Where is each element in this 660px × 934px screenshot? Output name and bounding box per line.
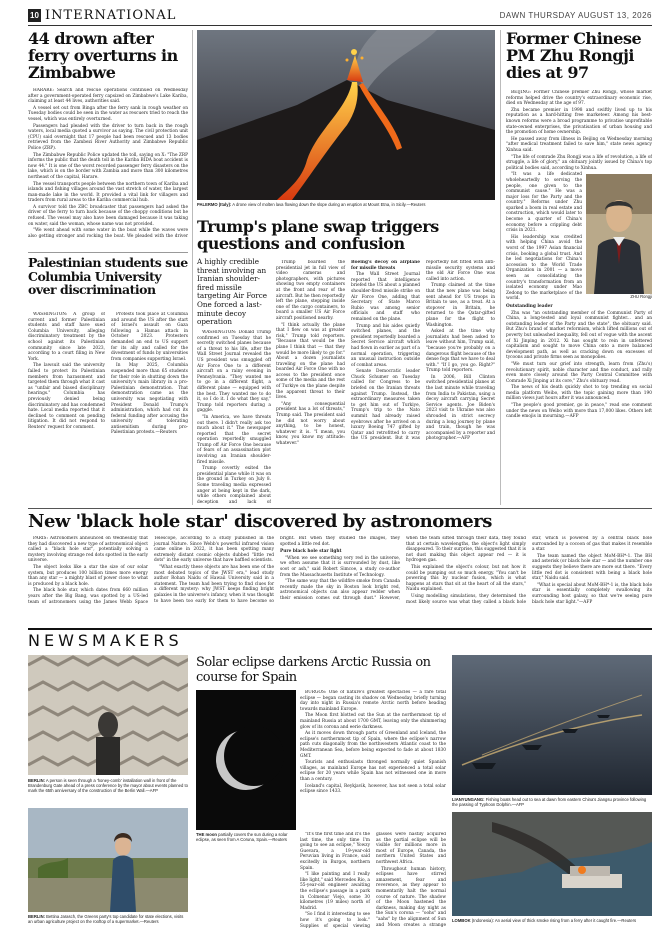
zhu-paragraph: He passed away from illness in Beijing on Wednesday morning "after medical treatment failed to save him," state news agency Xinhua said.	[506, 136, 652, 153]
zhu-photo-caption: ZHU Rongji	[630, 294, 652, 300]
eclipse-image	[196, 690, 296, 830]
ferry-paragraph: "We went ahead with some water in the boat while the waves were also getting stronger and rocking the boat. We pleaded with the driver	[28, 228, 188, 239]
section-rule	[28, 508, 652, 509]
newsmakers-banner	[28, 628, 652, 650]
page-header	[28, 8, 652, 24]
eclipse-paragraph: Tourists and enthusiasts thronged normally quiet Spanish villages, as mainland Europe has not experienced a total solar eclipse for 20 years while Spain has not witnessed one in more than a century.	[300, 760, 446, 782]
trump-headline: Trump's plane swap triggers questions and confusion	[197, 217, 439, 253]
lombok-caption	[452, 918, 652, 923]
trump-paragraph: In 2006, Bill Clinton switched presidential planes at the last minute while traveling from India to Pakistan, using a decoy aircraft carrying Secret Service agents. Joe Biden's 2023 visit to Ukraine was also shrouded in strict secrecy during a long journey by plane and train, though he was accompanied by a reporter and photographer.—AFP	[426, 374, 495, 442]
portrait-image	[586, 174, 652, 294]
lianyungang-caption	[452, 797, 652, 807]
banner-line-top	[28, 628, 652, 630]
caption-place: BERLIN:	[28, 778, 45, 783]
ferry-paragraph: A vessel set out from Binga after the ferry sank in rough weather on Tuesday bodies could be seen in the water as rescuers tried to reach the vessel, which was entirely overturned.	[28, 105, 188, 122]
trump-paragraph: "Any consequential president has a lot of threats," Trump said. The president said he did not worry about anything, to be honest, whatever it is. "I mean, you know, you know my attitude: whatever."	[276, 401, 345, 446]
caption-text: A drone view of molten lava flowing down the slope during an eruption at Mount Etna, in Sicily.—Reuters	[232, 202, 426, 207]
column-divider	[192, 30, 193, 505]
column-divider	[500, 30, 501, 505]
trump-subhead: Boeing's decoy on airplane for missile threats	[351, 260, 420, 271]
trump-paragraph: Trump claimed at the time that the new plane was being sent ahead for US troops in Britain to use, as a treat. At a stopover in Britain, he returned to the Qatar-gifted plane for the flight to Washington.	[426, 283, 495, 328]
lava-eruption-image	[197, 30, 495, 200]
caption-place: BERLIN:	[28, 914, 45, 919]
columbia-paragraph: Protests took place at Columbia and around the US after the start of Israel's assault on Gaza following a Hamas attack in October 2023. Protesters demanded an end to US support for its ally and called for the divestment of funds by universities from companies supporting Israel.	[111, 312, 188, 362]
trump-paragraph: Senate Democratic leader Chuck Schumer on Tuesday called for Congress to be briefed on the Iranian threats against Trump. Instead, the extraordinary measures taken to get him out of Turkiye, Trump's trip to the Nato summit had already raised eyebrows after he arrived on a luxury Boeing 747 gifted by Qatar and retrofitted to carry the US president. But it was reportedly not fitted with anti-missile security systems and the old Air Force One was called into action.	[351, 260, 495, 442]
blackhole-paragraph: "When we see something very red in the universe, we often assume that it is surrounded by dust, like soot or ash," said Robert Simcoe, a study co-author from the Massachusetts Institute of Technology.	[280, 555, 400, 578]
fishing-boats-image	[452, 655, 652, 795]
ferry-paragraph: Passengers had pleaded with the driver to turn back in the rough waters, local media quoted a survivor as saying. The civil protection unit (CPU) said overnight that 17 people had been rescued and 13 bodies retrieved from the Zambezi River Authority and Zimbabwe Republic Police (ZRP).	[28, 123, 188, 151]
caption-text: partially covers the sun during a solar eclipse, as seen from A Coruna, Spain.—Reuters	[196, 832, 288, 843]
zhu-paragraph: BEIJING: Former Chinese premier Zhu Rongji, whose market reforms helped drive the country's extraordinary economic rise, died on Wednesday at the age of 97.	[506, 90, 652, 107]
berlin-photo	[28, 655, 188, 775]
columbia-paragraph: In May 2025, Columbia suspended more than 65 students for their role in shutting down the university's main library in a pro-Palestinian demonstration. That demonstration came as the university was negotiating with President Donald Trump's administration, which had cut its federal funding after accusing the university of tolerating antisemitism during pro-Palestinian protests.—Reuters	[111, 363, 188, 436]
ferry-fire-image	[452, 812, 652, 916]
ferry-paragraph: HARARE: Search and rescue operations continued on Wednesday after a government-operated ferry capsized on Zimbabwe's Lake Kariba, claiming at least 44 lives, authorities said.	[28, 88, 188, 105]
blackhole-paragraph: "What is special about MoM-BH*-1 is, the black hole star is essentially completely swallowing its surrounding host galaxy, so that we're seeing pure black hole star light."—AFP	[532, 582, 652, 605]
eclipse-paragraph: The Moon first blotted out the Sun at the northernmost tip of mainland Russia at about 1700 GMT, leaving only the shimmering glow of its corona and eerie darkness.	[300, 713, 446, 730]
blackhole-paragraph: "The same way that the wildfire smoke from Canada recently made the sky in Boston look bright red, astronomical objects can also appear redder when their emission comes out through dust." However, when the team sifted through their data, they found that at certain wavelengths, the object's light simply disappeared. To their surprise, this suggested that it is not dust making this object appear red — it is hydrogen gas.	[280, 536, 526, 601]
zhu-subhead: Outstanding leader	[506, 303, 553, 309]
caption-place: PALERMO (Italy):	[197, 202, 232, 207]
columbia-paragraph: The lawsuit said the university failed to protect its Palestinian members from harassment and targeted them through what it cast as "unfair and biased disciplinary hearings." Columbia has previously denied being discriminatory and has condemned hate. Local media reported that it declined to comment on pending litigation. It did not respond to Reuters' request for comment.	[28, 363, 105, 430]
zhu-paragraph: "The life of comrade Zhu Rongji was a life of revolution, a life of struggle, a life of glory," an obituary jointly issued by China's top political bodies said, according to Xinhua.	[506, 154, 652, 171]
blackhole-paragraph: PARIS: Astronomers announced on Wednesday that they had discovered a new type of astronomical object called a "black hole star", potentially solving a mystery involving strange red dots spotted in the early universe.	[28, 536, 148, 564]
caption-place: LIANYUNGANG:	[452, 797, 485, 802]
columbia-body	[28, 312, 188, 502]
zhu-paragraph: The news of his death quickly shot to top trending on social media platform Weibo, with the topic gaining more than 190 million views just hours after it was announced.	[506, 385, 652, 402]
caption-place: LOMBOK	[452, 918, 471, 923]
moon-photo	[196, 690, 296, 830]
section-title: INTERNATIONAL	[45, 8, 177, 23]
trump-body-right	[276, 260, 495, 505]
zhu-paragraph: "We must turn our grief into strength, learn from (Zhu's) revolutionary spirit, noble character and fine conduct, and rally even more closely around the Party Central Committee with Comrade Xi Jinping at its core," Zhu's obituary read.	[506, 361, 652, 384]
ferry-paragraph: The vessel transports people between the northern town of Kariba and islands and fishing villages around the vast stretch of water, the largest man-made lake in the world. It provided a vital link for villagers and traders from rural areas to the Kariba commercial hub.	[28, 181, 188, 204]
zhu-paragraph: "The people's good premier, go in peace," read one comment under the news on Weibo with more than 17,000 likes. Others left candle emojis in mourning.—AFP	[506, 403, 652, 420]
blackhole-subhead: Pure black hole star light	[280, 549, 342, 555]
trump-paragraph: Trump and his aides quietly switched planes, and the president reportedly boarded a Secret Service aircraft which had flown in earlier as part of a normal operation, triggering an unusual instruction outside of combat areas.	[351, 323, 420, 368]
eclipse-paragraph: "I like painting and I really like light," said Mercedes Rio, a 55-year-old engineer awaiting the eclipse's passage in a park in Colmenar Viejo, some 30 kilometres (19 miles) north of Madrid.	[300, 872, 370, 911]
caption-text: (Indonesia): An aerial view of thick smoke rising from a ferry after it caught fire.—Reuters	[471, 918, 637, 923]
trump-body-left	[197, 330, 271, 505]
trump-paragraph: "I think actually the plane that I flew on was at greater risk," Trump told reporters. "Because that would be the plane I think that — that they would be more likely to go for." About a dozen journalists traveling on the plane had boarded Air Force One with no access to the president once some of the media and the rest of Turkiye on the plane despite the apparent threat to their lives.	[276, 322, 345, 401]
bettina-photo	[28, 808, 188, 912]
caption-text: Fishing boats head out to sea at dawn from eastern China's Jiangsu province following the passing of Typhoon Dolphin.—AFP	[452, 797, 647, 808]
blackhole-body	[28, 536, 652, 622]
columbia-paragraph: WASHINGTON: A group of current and former Palestinian students and staff have sued Columbia University, alleging discriminatory treatment by the school against its Palestinian community since late 2023, according to a court filing in New York.	[28, 312, 105, 362]
trump-deck: A highly credible threat involving an Iranian shoulder-fired missile targeting Air Force One forced a last-minute decoy operation	[197, 257, 268, 327]
zhu-paragraph: "It was a life dedicated wholeheartedly to serving the people, one given to the communist cause." He was a major loss for the Party and the country." Reforms under Zhu sparked a boom in real estate and construction, which would later to become a quarter of China's economy before a crippling debt crisis in 2021.	[506, 172, 582, 234]
ferry-paragraph: A survivor told the ZBC broadcaster that passengers had asked the driver of the ferry to turn back because of the choppy conditions but he refused. The vessel may also have been damaged because it was taking on water, said the woman, whose name was not provided.	[28, 204, 188, 227]
trump-paragraph: The Wall Street Journal reported that intelligence briefed the US about a planned shoulder-fired missile strike on Air Force One, adding that Secretary of State Marco Rubio was among senior officials and staff who remained on the plane.	[351, 272, 420, 322]
zhu-paragraph: His leadership was credited with helping China avoid the worst of the 1997 Asian financial crisis, booking a global trust. And he led negotiations for China's accession to the World Trade Organization in 2001 — a move seen as consolidating the country's transformation from an isolated economy under Mao Zedong to the marketplace of the world.	[506, 234, 582, 302]
trump-paragraph: Trump covertly exited the presidential plane while it was on the ground in Turkey on July 8. Some traveling media expressed anger at being kept in the dark, while others complained about deception and lack of	[197, 466, 271, 505]
masthead-date	[500, 11, 652, 20]
berlin-caption	[28, 778, 188, 794]
lianyungang-photo	[452, 655, 652, 795]
blackhole-headline: New 'black hole star' discovered by astronomers	[28, 511, 492, 532]
lombok-photo	[452, 812, 652, 916]
volcano-caption	[197, 202, 495, 207]
bettina-caption	[28, 914, 188, 924]
caption-text: A person is seen through a 'honey-comb' installation wall in front of the Brandenburg Gate ahead of a press conference by the mayor about events planned to mark the 65th anniversary of the construction of the Berlin Wall.—AFP	[28, 778, 188, 794]
eclipse-headline: Solar eclipse darkens Arctic Russia on course for Spain	[196, 655, 431, 685]
blackhole-paragraph: Using modelling simulations, they determined the most likely source was what they called a black hole star, which is powered by a central black hole surrounded by a cocoon of gas that makes it resemble a star.	[406, 536, 652, 605]
eclipse-paragraph: As it moves down through parts of Greenland and Iceland, the eclipse's northernmost tip of Spain, where the eclipse's narrow path cuts diagonally from the northwestern Atlantic coast to the Mediterranean Sea, before being expected to fade at about 1830 GMT.	[300, 731, 446, 759]
issue-date: THURSDAY AUGUST 13, 2026	[528, 11, 652, 20]
honeycomb-wall-image	[28, 655, 188, 775]
ferry-body	[28, 88, 188, 243]
zhu-paragraph: Zhu became premier in 1998 and swiftly lived up to his reputation as a hard-hitting free marketeer. Among his best-known reforms were a broad programme to privatise unprofitable state-owned enterprises, the privatisation of urban housing and the promotion of home ownership.	[506, 107, 652, 136]
blackhole-paragraph: The team named the object MoM-BH*-1. The BH and asterisk (or black hole star — and the number one suggests they believe there are more out there. "Every little red dot is consistent with being a black hole star," Naidu said.	[532, 553, 652, 582]
newsmakers-title: NEWSMAKERS	[28, 631, 183, 650]
zhu-paragraph: Zhu was "an outstanding member of the Communist Party of China, a long-tested and loyal communist fighter... and an outstanding leader of the Party and the state", the obituary said. But Zhu's brand of market reformism, which lifted millions out of poverty but unleashed inequality, fell out of vogue with the ascent of Xi Jinping in 2012. Xi has sought to rein in unfettered capitalism and sought to move China onto a more balanced development path, as well as cracking down on excesses of tycoons and private firms seen as monopolies.	[506, 310, 652, 361]
blackhole-paragraph: The black hole star, which dates from 660 million years after the Big Bang, was spotted by a US-led team of astronomers using the James Webb Space Telescope, according to a study published in the journal Nature. Since Webb's powerful infrared vision came online in 2022, it has been spotting many extremely distant cosmic objects dubbed "little red dots" in the early universe that have baffled scientists.	[28, 536, 274, 605]
caption-text: Bettina Jarasch, the Greens party's top candidate for state elections, visits an urban agriculture project on the rooftop of a supermarket.—Reuters	[28, 914, 184, 925]
eclipse-paragraph: "So I find it interesting to see how it's going to look." Supplies of special viewing glasses were hastily acquired as the partial eclipse will be visible for millions more in most of Europe, Canada, the northern United States and northwest Africa.	[300, 832, 446, 929]
eclipse-paragraph: Throughout human history, eclipses have stirred amazement, fear and reverence, as they appear to momentarily halt the normal course of nature. The shadow of the Moon hastened the darkness, making day night as the Sun's corona — "oohs" and "aahs" by the alignment of Sun and Moon creates a strange	[376, 866, 446, 928]
eclipse-body-bottom	[196, 832, 446, 930]
zhu-portrait	[586, 174, 652, 294]
header-rule	[28, 25, 652, 26]
blackhole-paragraph: The object looks like a star the size of our solar system, but produces 100 billion times more energy than any star — a mighty blast of power close to what is produced by a black hole.	[28, 564, 148, 587]
blackhole-paragraph: "What exactly these objects are has been one of the most debated topics of the JWST era," lead study author Rohan Naidu of Hawaii University said in a statement. The team had been trying to find clues for a different mystery: why JWST keeps finding bright galaxies in the universe's infancy, when it was thought to have been too early for them to have become so bright. But when they studied the images, they spotted a little red dot.	[154, 536, 400, 604]
page-number: 10	[28, 9, 41, 22]
columbia-headline: Palestinian students sue Columbia University over discrimination	[28, 255, 188, 297]
zhu-body	[506, 90, 652, 505]
eclipse-paragraph: BURGOS: One of nature's greatest spectacles — a rare total eclipse — began casting its shadow on Wednesday, briefly turning day into night in Russia's remote Arctic north before heading towards mainland Europe.	[300, 690, 446, 712]
ferry-paragraph: The Zimbabwe Republic Police updated the toll, saying on X: "The ZRP informs the public that the death toll in the Kariba BIDA boat accident is now 44." It is one of the worst recorded passenger ferry disasters on the lake, which is on the border with Zambia and more than 300 kilometres northeast of the capital, Harare.	[28, 152, 188, 180]
rooftop-garden-image	[28, 808, 188, 912]
divider	[28, 252, 188, 253]
trump-paragraph: Asked at the time why journalists had been asked to leave without him, Trump said, "because you're probably on a dangerous flight because of the dense fogs that we have to deal with." "If I go, you go. Right?" Trump told reporters.	[426, 329, 495, 374]
blackhole-paragraph: This explained the object's colour, but not how it could be pumping out so much energy. "You can't be powering this by nuclear fusion, which is what happens at stars that sit at the heart of all the stars," Naidu explained.	[406, 564, 526, 593]
zhu-photo-wrap	[586, 174, 652, 299]
eclipse-paragraph: "It's the first time and it's the last time, the only time I'm going to see an eclipse," Yowzy Guevara, a 19-year-old Peruvian living in France, said excitedly in Burgos, northern Spain.	[300, 832, 370, 871]
masthead: DAWN	[499, 11, 526, 20]
eclipse-paragraph: Iceland's capital, Reykjavik, however, has not seen a total solar eclipse since 1433.	[300, 783, 446, 795]
ferry-headline: 44 drown after ferry overturns in Zimbabwe	[28, 29, 178, 82]
volcano-photo	[197, 30, 495, 200]
trump-paragraph: "In America, we have threats out there. I didn't really ask too much about it." The newspaper reported that the secret operation reportedly smuggled Trump off Air Force One because of fears of an assassination plot involving an Iranian shoulder-fired missile.	[197, 414, 271, 465]
caption-place: THE moon	[196, 832, 217, 837]
trump-paragraph: Trump boarded the presidential jet in full view of video cameras and photographers, with pictures showing two empty containers at the front and rear of the aircraft. But he then reportedly left the plane, stepping inside one of the cargo containers, to board a smaller US Air Force aircraft positioned nearby.	[276, 260, 345, 321]
zhu-headline: Former Chinese PM Zhu Rongji dies at 97	[506, 29, 642, 82]
trump-paragraph: WASHINGTON: Donald Trump confirmed on Tuesday that he secretly switched planes because of a threat to his life, after the Wall Street Journal revealed the US president was smuggled off Air Force One to a different aircraft on a rainy evening in Pennsylvania. "They wanted me to go in a different flight, a different plane — equipped with the best. They wanted me to do it, so I do it. I do what they say," Trump told reporters during a gaggle.	[197, 330, 271, 414]
